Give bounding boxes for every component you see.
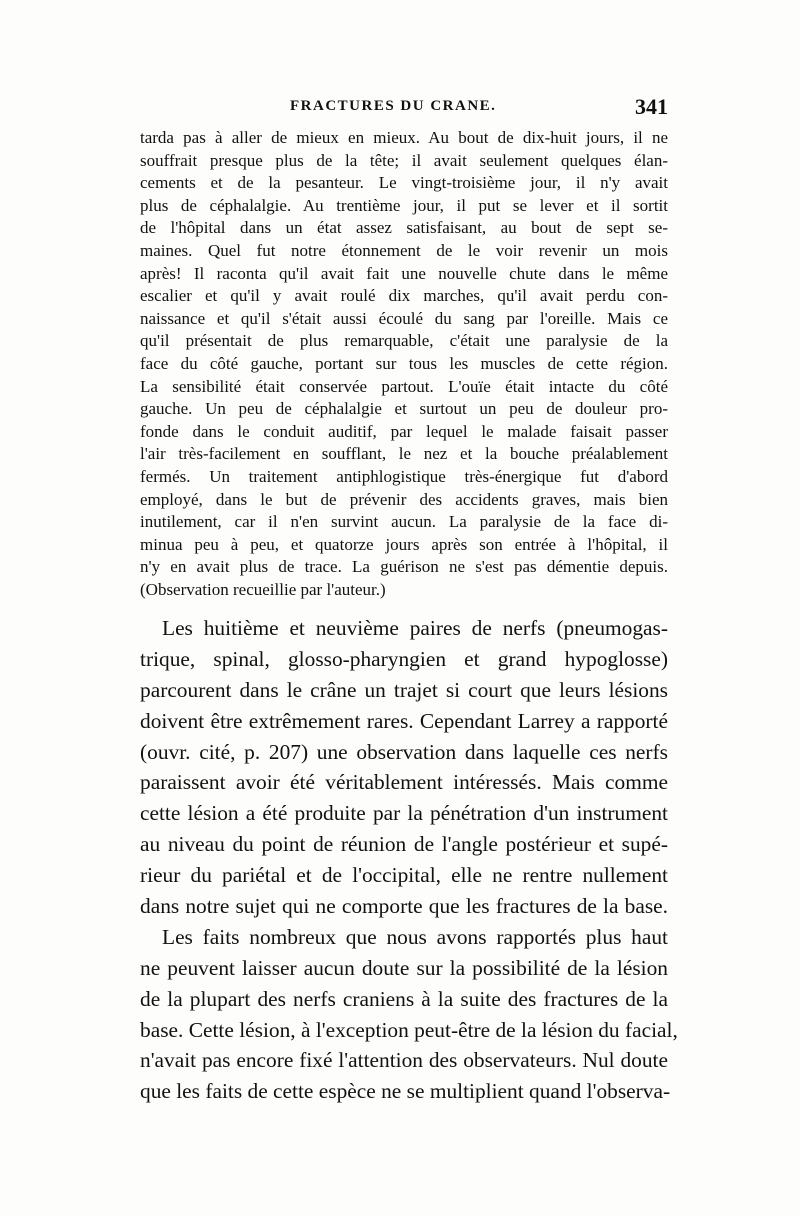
text-line: l'air très-facilement en soufflant, le nez et la bouche préalablement: [140, 444, 668, 464]
text-line: souffrait presque plus de la tête; il avait seulement quelques élan-: [140, 150, 668, 170]
observation-paragraph: [140, 127, 668, 601]
page-number: 341: [635, 94, 668, 119]
text-line: maines. Quel fut notre étonnement de le voir revenir un mois: [140, 240, 668, 260]
text-line: La sensibilité était conservée partout. L'ouïe était intacte du côté: [140, 376, 668, 396]
text-line: escalier et qu'il y avait roulé dix marches, qu'il avait perdu con-: [140, 286, 668, 306]
text-line: parcourent dans le crâne un trajet si court que leurs lésions: [140, 677, 668, 702]
text-line: de la plupart des nerfs craniens à la suite des fractures de la: [140, 986, 668, 1011]
text-line: fermés. Un traitement antiphlogistique très-énergique fut d'abord: [140, 466, 668, 486]
text-line: Les huitième et neuvième paires de nerfs (pneumogas-: [162, 616, 668, 640]
running-head: [140, 94, 668, 124]
text-line: ne peuvent laisser aucun doute sur la possibilité de la lésion: [140, 955, 668, 980]
text-line: paraissent avoir été véritablement intéressés. Mais comme: [140, 770, 668, 795]
text-line: Les faits nombreux que nous avons rapportés plus haut: [162, 924, 668, 949]
text-line: inutilement, car il n'en survint aucun. La paralysie de la face di-: [140, 512, 668, 532]
text-line: trique, spinal, glosso-pharyngien et grand hypoglosse): [140, 646, 668, 671]
text-line: tarda pas à aller de mieux en mieux. Au bout de dix-huit jours, il ne: [140, 128, 668, 147]
text-line: gauche. Un peu de céphalalgie et surtout un peu de douleur pro-: [140, 399, 668, 419]
text-line: plus de céphalalgie. Au trentième jour, il put se lever et il sortit: [140, 195, 668, 215]
text-line: naissance et qu'il s'était aussi écoulé du sang par l'oreille. Mais ce: [140, 308, 668, 328]
text-line: cette lésion a été produite par la pénétration d'un instrument: [140, 801, 668, 826]
text-line: cements et de la pesanteur. Le vingt-troisième jour, il n'y avait: [140, 173, 668, 193]
text-line: (ouvr. cité, p. 207) une observation dans laquelle ces nerfs: [140, 739, 668, 764]
text-line: n'avait pas encore fixé l'attention des observateurs. Nul doute: [140, 1048, 668, 1073]
text-line: que les faits de cette espèce ne se multiplient quand l'observa-: [140, 1079, 671, 1104]
text-line: après! Il raconta qu'il avait fait une nouvelle chute dans le même: [140, 263, 668, 283]
text-line: qu'il présentait de plus remarquable, c'était une paralysie de la: [140, 331, 668, 351]
text-line: rieur du pariétal et de l'occipital, elle ne rentre nullement: [140, 863, 668, 888]
discussion-paragraphs: [140, 613, 678, 1107]
text-line: dans notre sujet qui ne comporte que les fractures de la base.: [140, 894, 668, 919]
running-title: FRACTURES DU CRANE.: [290, 98, 497, 114]
text-line: n'y en avait plus de trace. La guérison ne s'est pas démentie depuis.: [140, 557, 668, 577]
text-line: employé, dans le but de prévenir des accidents graves, mais bien: [140, 489, 668, 509]
text-line: face du côté gauche, portant sur tous les muscles de cette région.: [140, 353, 668, 373]
text-line: base. Cette lésion, à l'exception peut-être de la lésion du facial,: [140, 1017, 678, 1042]
text-line: de l'hôpital dans un état assez satisfaisant, au bout de sept se-: [140, 218, 668, 238]
text-line: minua peu à peu, et quatorze jours après son entrée à l'hôpital, il: [140, 534, 668, 554]
text-line: au niveau du point de réunion de l'angle postérieur et supé-: [140, 832, 668, 857]
text-line: doivent être extrêmement rares. Cependant Larrey a rapporté: [140, 708, 668, 733]
text-line: fonde dans le conduit auditif, par lequel le malade faisait passer: [140, 421, 668, 441]
observation-attribution: (Observation recueillie par l'auteur.): [140, 579, 386, 599]
